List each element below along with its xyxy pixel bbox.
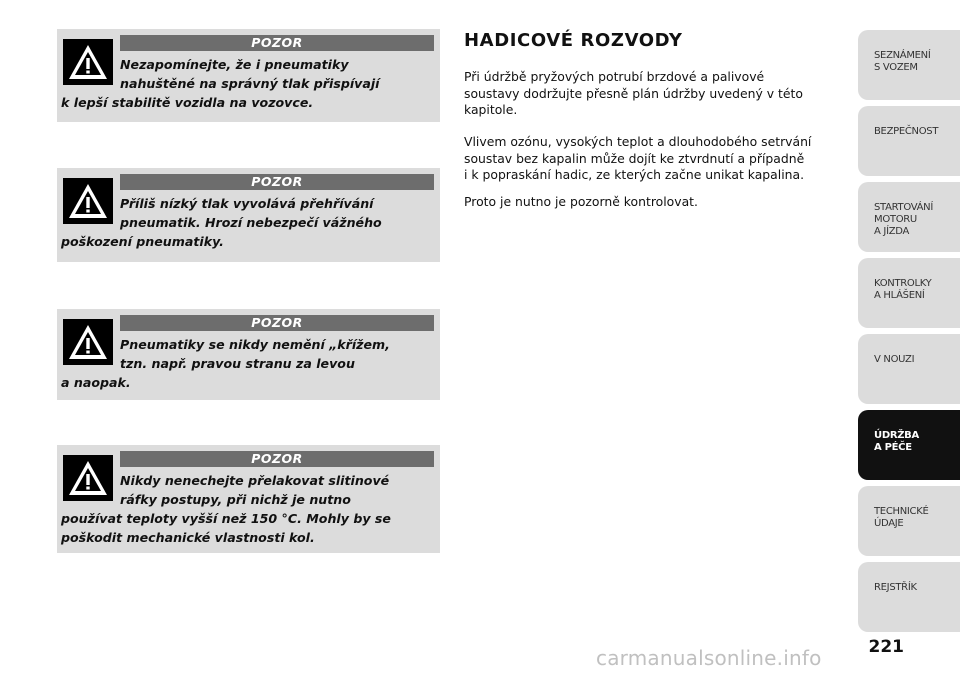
paragraph-line: soustavy dodržujte přesně plán údržby uvedený v této — [464, 85, 803, 101]
tab-label: V NOUZI — [874, 354, 915, 365]
paragraph-line: Proto je nutno je pozorně kontrolovat. — [464, 194, 698, 209]
warning-box-3 — [57, 309, 440, 400]
tab-technicke[interactable] — [858, 486, 960, 556]
warning-text — [61, 55, 434, 112]
warning-line: Příliš nízký tlak vyvolává přehřívání — [120, 196, 374, 211]
section-heading: HADICOVÉ ROZVODY — [464, 30, 683, 51]
warning-title: POZOR — [120, 35, 434, 51]
paragraph-line: Při údržbě pryžových potrubí brzdové a palivové — [464, 69, 765, 84]
tab-startovani[interactable] — [858, 182, 960, 252]
warning-line: poškození pneumatiky. — [61, 234, 224, 249]
tab-label: STARTOVÁNÍ MOTORU A JÍZDA — [874, 202, 934, 237]
warning-title: POZOR — [120, 451, 434, 467]
watermark: carmanualsonline.info — [596, 646, 822, 670]
paragraph-line: kapitole. — [464, 102, 518, 117]
warning-text — [61, 194, 434, 251]
paragraph — [464, 194, 849, 211]
tab-seznameni[interactable] — [858, 30, 960, 100]
tab-udrzba[interactable] — [858, 410, 960, 480]
warning-line: Nikdy nenechejte přelakovat slitinové — [120, 473, 390, 488]
warning-line: k lepší stabilitě vozidla na vozovce. — [61, 95, 314, 110]
paragraph-line: soustav bez kapalin může dojít ke ztvrdnutí a případně — [464, 150, 805, 166]
paragraph-line: Vlivem ozónu, vysokých teplot a dlouhodobého setrvání — [464, 134, 812, 149]
paragraph — [464, 69, 849, 119]
tab-label: SEZNÁMENÍ S VOZEM — [874, 50, 931, 73]
warning-box-2 — [57, 168, 440, 262]
warning-line: tzn. např. pravou stranu za levou — [120, 356, 355, 371]
tab-bezpecnost[interactable] — [858, 106, 960, 176]
paragraph-line: i k popraskání hadic, ze kterých začne unikat kapalina. — [464, 167, 805, 182]
tab-label: BEZPEČNOST — [874, 126, 939, 137]
warning-text — [61, 335, 434, 392]
tab-kontrolky[interactable] — [858, 258, 960, 328]
warning-text — [61, 471, 434, 547]
page-number: 221 — [868, 637, 904, 657]
warning-line: a naopak. — [61, 375, 131, 390]
warning-line: používat teploty vyšší než 150 °C. Mohly by se — [61, 511, 391, 526]
warning-box-4 — [57, 445, 440, 553]
warning-title: POZOR — [120, 174, 434, 190]
tab-label: TECHNICKÉ ÚDAJE — [874, 506, 929, 529]
warning-title: POZOR — [120, 315, 434, 331]
warning-line: Nezapomínejte, že i pneumatiky — [120, 57, 349, 72]
warning-box-1 — [57, 29, 440, 122]
warning-line: ráfky postupy, při nichž je nutno — [120, 492, 351, 507]
warning-line: nahuštěné na správný tlak přispívají — [120, 76, 380, 91]
paragraph — [464, 134, 849, 184]
tab-label: ÚDRŽBA A PÉČE — [874, 430, 919, 453]
warning-line: pneumatik. Hrozí nebezpečí vážného — [120, 215, 382, 230]
tab-v-nouzi[interactable] — [858, 334, 960, 404]
warning-line: poškodit mechanické vlastnosti kol. — [61, 530, 315, 545]
chapter-tabs — [858, 30, 960, 638]
tab-rejstrik[interactable] — [858, 562, 960, 632]
tab-label: REJSTŘÍK — [874, 582, 917, 593]
warning-line: Pneumatiky se nikdy nemění „křížem, — [120, 337, 390, 352]
tab-label: KONTROLKY A HLÁŠENÍ — [874, 278, 932, 301]
